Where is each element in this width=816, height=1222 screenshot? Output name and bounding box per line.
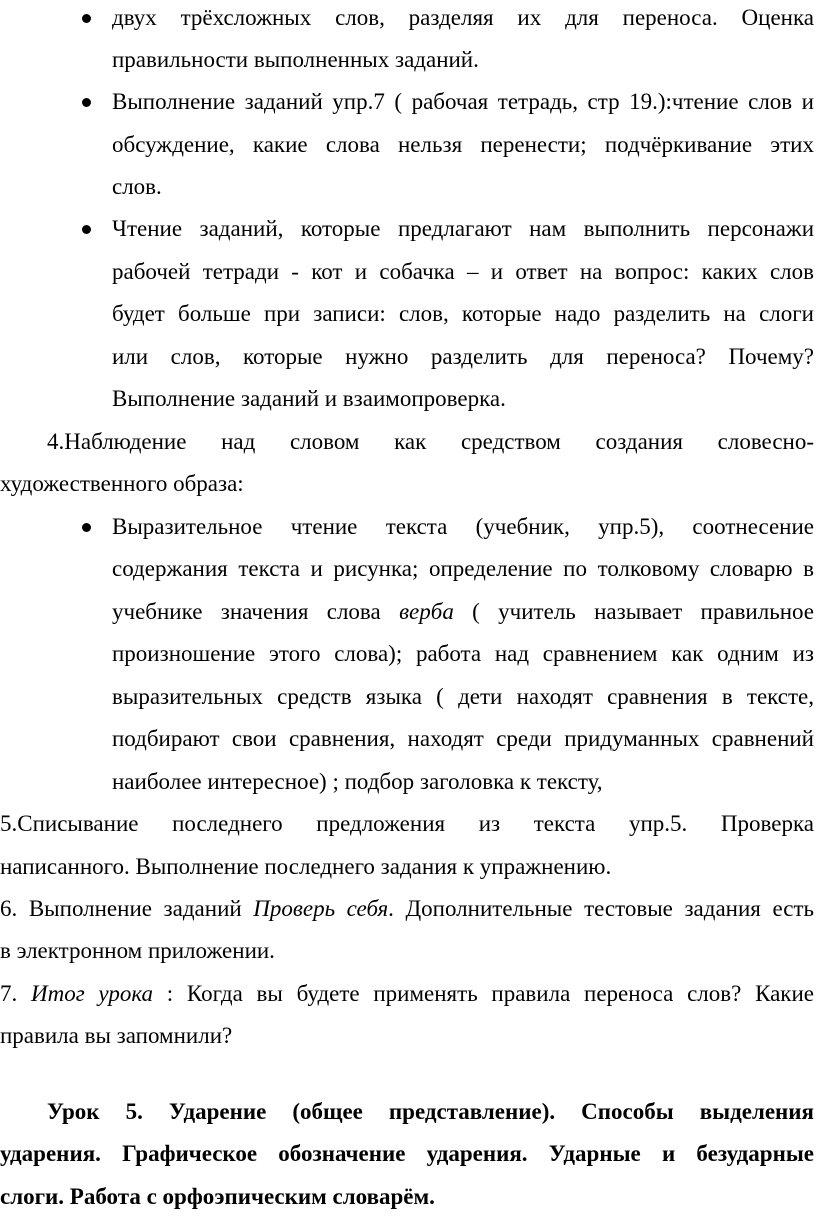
item-5-line-1: 5.Списывание последнего предложения из текста упр.5. Проверка: [0, 811, 814, 836]
lesson-heading-line-1: Урок 5. Ударение (общее представление). Способы выделения: [47, 1099, 814, 1124]
bullet-2-line-1: Выполнение заданий упр.7 ( рабочая тетрадь, стр 19.):чтение слов и: [112, 89, 814, 114]
bullet-1: [82, 14, 91, 23]
bullet-2-line-2: обсуждение, какие слова нельзя перенести; подчёркивание этих: [112, 132, 814, 157]
bullet-4-line-1: Выразительное чтение текста (учебник, упр.5), соотнесение: [112, 514, 814, 539]
bullet-4-line-6: подбирают свои сравнения, находят среди придуманных сравнений: [112, 726, 814, 751]
item-7-line-1: [0, 980, 814, 1008]
bullet-1-line-2: правильности выполненных заданий.: [112, 47, 479, 72]
bullet-4-line-5: выразительных средств языка ( дети находят сравнения в тексте,: [112, 684, 814, 709]
item-6-pre: 6. Выполнение заданий: [0, 896, 254, 921]
item-7-line-2: правила вы запомнили?: [0, 1023, 233, 1048]
lesson-heading-line-3: слоги. Работа с орфоэпическим словарём.: [0, 1184, 435, 1209]
item-4-line-1: 4.Наблюдение над словом как средством создания словесно-: [47, 429, 814, 454]
item-7-post: : Когда вы будете применять правила переноса слов? Какие: [153, 981, 815, 1006]
item-7-italic: Итог урока: [31, 981, 154, 1006]
bullet-4: [82, 523, 91, 532]
item-7-pre: 7.: [0, 981, 31, 1006]
bullet-4-line-3-pre: учебнике значения слова: [112, 599, 400, 624]
bullet-3-line-3: будет больше при записи: слов, которые надо разделить на слоги: [112, 301, 814, 326]
bullet-3-line-4: или слов, которые нужно разделить для переноса? Почему?: [112, 344, 814, 369]
item-6-italic: Проверь себя: [253, 896, 389, 921]
bullet-4-line-2: содержания текста и рисунка; определение по толковому словарю в: [112, 556, 814, 581]
item-4-line-2: художественного образа:: [0, 471, 244, 496]
bullet-3-line-5: Выполнение заданий и взаимопроверка.: [112, 386, 506, 411]
bullet-4-line-4: произношение этого слова); работа над сравнением как одним из: [112, 641, 814, 666]
item-5-line-2: написанного. Выполнение последнего задания к упражнению.: [0, 854, 612, 879]
bullet-2-line-3: слов.: [112, 174, 162, 199]
word-verba: верба: [399, 599, 454, 624]
bullet-2: [82, 98, 91, 107]
bullet-4-line-3: [112, 598, 814, 626]
item-6-line-2: в электронном приложении.: [0, 938, 275, 963]
lesson-heading-line-2: ударения. Графическое обозначение ударения. Ударные и безударные: [0, 1141, 814, 1166]
bullet-1-line-1: двух трёхсложных слов, разделяя их для переноса. Оценка: [112, 5, 814, 30]
bullet-3-line-2: рабочей тетради - кот и собачка – и ответ на вопрос: каких слов: [112, 259, 814, 284]
item-6-line-1: [0, 895, 814, 923]
bullet-4-line-7: наиболее интересное) ; подбор заголовка к тексту,: [112, 769, 603, 794]
item-6-post: . Дополнительные тестовые задания есть: [388, 896, 814, 921]
bullet-4-line-3-post: ( учитель называет правильное: [453, 599, 815, 624]
bullet-3: [82, 225, 91, 234]
bullet-3-line-1: Чтение заданий, которые предлагают нам выполнить персонажи: [112, 216, 814, 241]
